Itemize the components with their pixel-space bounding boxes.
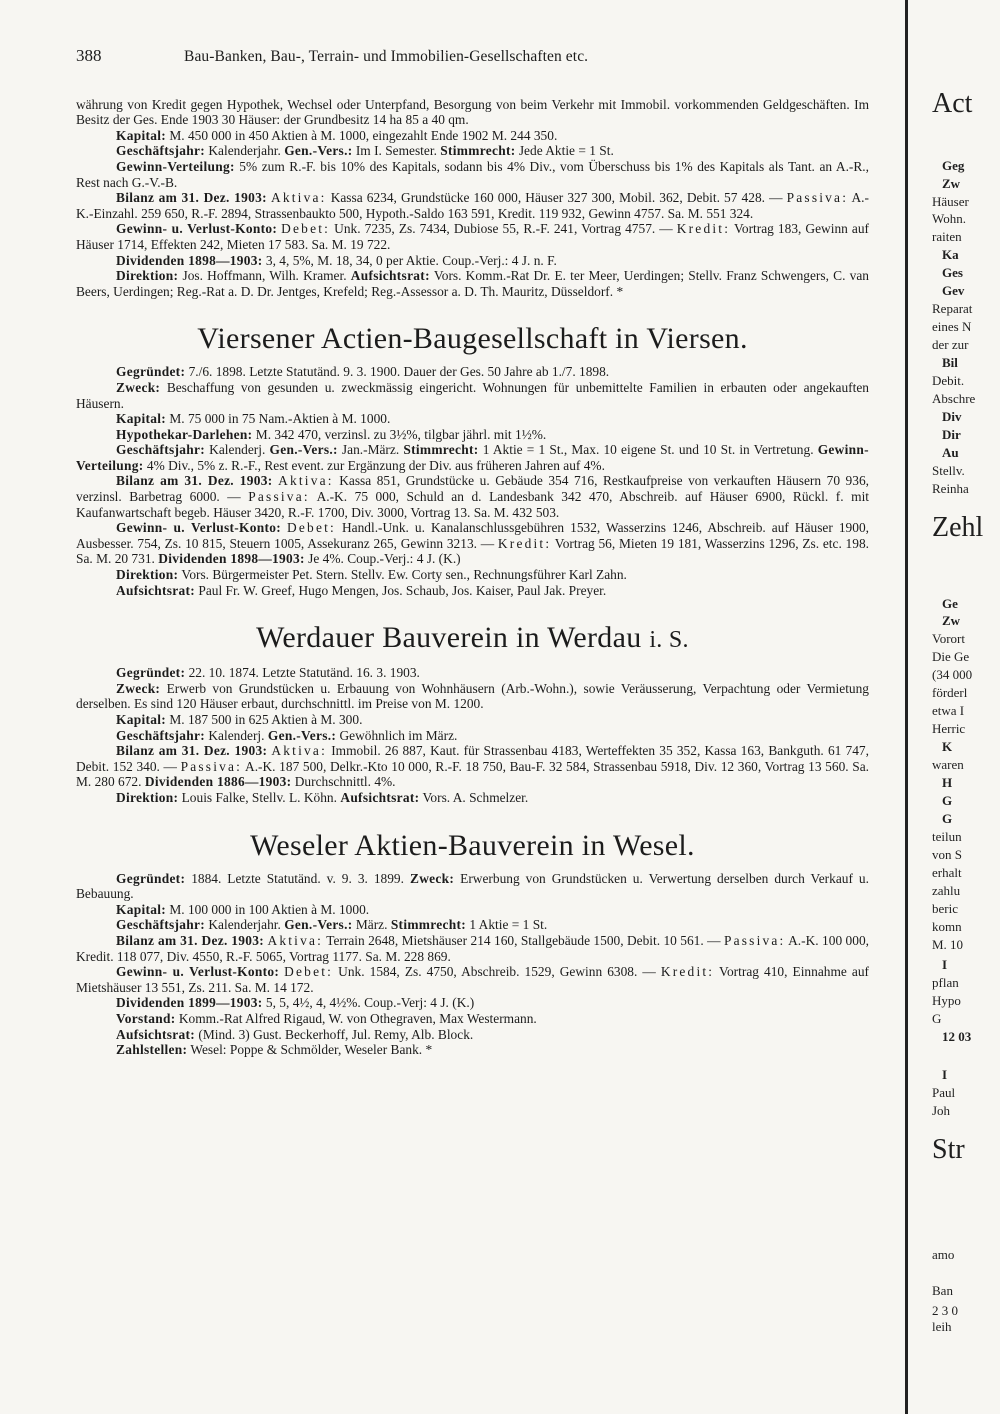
adjacent-fragment-text: zahlu (932, 883, 961, 898)
running-title: Bau-Banken, Bau-, Terrain- und Immobilien-Gesellschaften etc. (184, 48, 589, 65)
intro-dividenden: Dividenden 1898—1903: 3, 4, 5%, M. 18, 34, 0 per Aktie. Coup.-Verj.: 4 J. n. F. (116, 252, 557, 268)
wesel-aufsichtsrat: Aufsichtsrat: (Mind. 3) Gust. Beckerhoff, Jul. Remy, Alb. Block. (116, 1026, 474, 1042)
wesel-kapital: Kapital: M. 100 000 in 100 Aktien à M. 1000. (116, 901, 370, 917)
adjacent-fragment-text: I (942, 957, 948, 972)
adjacent-fragment-text: förderl (932, 685, 968, 700)
adjacent-fragment-text: Ban (932, 1283, 953, 1298)
adjacent-fragment-text: Au (942, 445, 959, 460)
adjacent-page-fragment (932, 0, 1000, 1414)
viersen-gegruendet: Gegründet: 7./6. 1898. Letzte Statutänd. 9. 3. 1900. Dauer der Ges. 50 Jahre ab 1./7. 1898. (116, 364, 610, 380)
viersen-guv: Gewinn- u. Verlust-Konto: Debet: Handl.-Unk. u. Kanalanschlussgebühren 1532, Wasserzins 1246, Abschreib. auf Häuser 1900, Ausbesser. 754, Zs. 10 815, Steuern 1005, Assekuranz 265, Gewinn 3213. — Kredit: Vortrag 56, Mieten 19 181, Wasserzins 1296, Zs. etc. 198. Sa. M. 20 731. Dividenden 1898—1903: Je 4%. Coup.-Verj.: 4 J. (K.) (76, 520, 869, 567)
column-divider (905, 0, 908, 1414)
adjacent-fragment-text: Reinha (932, 481, 969, 496)
werdau-gj: Geschäftsjahr: Kalenderj. Gen.-Vers.: Gewöhnlich im März. (116, 727, 458, 743)
werdau-title: Werdauer Bauverein in Werdau i. S. (256, 621, 689, 655)
wesel-dividenden: Dividenden 1899—1903: 5, 5, 4½, 4, 4½%. Coup.-Verj: 4 J. (K.) (116, 995, 475, 1011)
adjacent-fragment-text: Stellv. (932, 463, 965, 478)
adjacent-fragment-text: Paul (932, 1085, 956, 1100)
adjacent-fragment-text: 2 3 0 (932, 1303, 958, 1318)
adjacent-fragment-text: leih (932, 1319, 952, 1334)
adjacent-fragment-text: pflan (932, 975, 959, 990)
adjacent-fragment-text: Gev (942, 283, 965, 298)
intro-guv: Gewinn- u. Verlust-Konto: Debet: Unk. 7235, Zs. 7434, Dubiose 55, R.-F. 241, Vortrag 4757. — Kredit: Vortrag 183, Gewinn auf Häuser 1714, Effekten 242, Mieten 17 583. Sa. M. 19 722. (76, 221, 869, 252)
adjacent-fragment-text: Act (932, 88, 973, 119)
wesel-section (76, 829, 869, 1058)
adjacent-fragment-text: Zw (942, 176, 961, 191)
viersen-kapital: Kapital: M. 75 000 in 75 Nam.-Aktien à M. 1000. (116, 411, 391, 427)
adjacent-fragment-text: G (932, 1011, 942, 1026)
werdau-section (76, 621, 869, 805)
wesel-gegruendet: Gegründet: 1884. Letzte Statutänd. v. 9. 3. 1899. Zweck: Erwerbung von Grundstücken u. Verwertung derselben durch Verkauf u. Bebauung. (76, 870, 869, 902)
adjacent-fragment-text: beric (932, 901, 958, 916)
adjacent-fragment-text: der zur (932, 337, 969, 352)
adjacent-fragment-text: Wohn. (932, 211, 966, 226)
intro-gewinn-verteilung: Gewinn-Verteilung: 5% zum R.-F. bis 10% des Kapitals, sodann bis 4% Div., vom Überschuss bis 1% des Kapitals als Tant. an A.-R., Rest nach G.-V.-B. (76, 158, 869, 190)
intro-section (76, 97, 869, 300)
adjacent-fragment-text: Zehl (932, 512, 984, 543)
adjacent-fragment-text: Ges (942, 265, 963, 280)
viersen-aufsichtsrat: Aufsichtsrat: Paul Fr. W. Greef, Hugo Mengen, Jos. Schaub, Jos. Kaiser, Paul Jak. Preyer. (116, 582, 607, 598)
adjacent-fragment-text: Dir (942, 427, 961, 442)
viersen-hypothek: Hypothekar-Darlehen: M. 342 470, verzinsl. zu 3½%, tilgbar jährl. mit 1½%. (116, 426, 547, 442)
wesel-zahlstellen: Zahlstellen: Wesel: Poppe & Schmölder, Weseler Bank. * (116, 1042, 433, 1058)
intro-kapital: Kapital: M. 450 000 in 450 Aktien à M. 1000, eingezahlt Ende 1902 M. 244 350. (116, 127, 558, 143)
adjacent-fragment-text: von S (932, 847, 962, 862)
viersen-gj: Geschäftsjahr: Kalenderj. Gen.-Vers.: Jan.-März. Stimmrecht: 1 Aktie = 1 St., Max. 10 eigene St. und 10 St. in Vertretung. Gewinn-Verteilung: 4% Div., 5% z. R.-F., Rest event. zur Ergänzung der Div. aus früheren Jahren auf 4%. (76, 442, 869, 473)
viersen-section (76, 322, 869, 598)
viersen-direktion: Direktion: Vors. Bürgermeister Pet. Stern. Stellv. Ew. Corty sen., Rechnungsführer Karl Zahn. (116, 567, 627, 583)
intro-bilanz: Bilanz am 31. Dez. 1903: Aktiva: Kassa 6234, Grundstücke 160 000, Häuser 327 300, Mobil. 362, Debit. 57 428. — Passiva: A.-K.-Einzahl. 259 650, R.-F. 2894, Strassenbaukto 500, Hypoth.-Saldo 163 591, Kredit. 119 932, Gewinn 4757. Sa. M. 551 324. (76, 190, 869, 221)
werdau-gegruendet: Gegründet: 22. 10. 1874. Letzte Statutänd. 16. 3. 1903. (116, 665, 420, 681)
viersen-bilanz: Bilanz am 31. Dez. 1903: Aktiva: Kassa 851, Grundstücke u. Gebäude 354 716, Restkaufpreise von verkauften Häusern 70 936, verzinsl. Barbetrag 6000. — Passiva: A.-K. 75 000, Schuld an d. Landesbank 342 470, Abschreib. auf Häuser 6900, Rückl. f. mit Kaufanwartschaft begeb. Häuser 3420, R.-F. 1700, Div. 3000, Vortrag 13. Sa. M. 432 503. (76, 473, 870, 520)
adjacent-fragment-text: Bil (942, 355, 958, 370)
adjacent-fragment-text: Ka (942, 247, 959, 262)
adjacent-fragment-text: waren (932, 757, 964, 772)
adjacent-fragment-text: raiten (932, 229, 962, 244)
werdau-zweck: Zweck: Erwerb von Grundstücken u. Erbauung von Wohnhäusern (Arb.-Wohn.), sowie Veräusserung, Verpachtung oder Vermietung derselben. Es sind 120 Häuser erbaut, durchschnittl. im Preise von M. 1200. (76, 680, 870, 712)
werdau-direktion: Direktion: Louis Falke, Stellv. L. Köhn. Aufsichtsrat: Vors. A. Schmelzer. (116, 789, 529, 805)
adjacent-fragment-text: amo (932, 1247, 955, 1262)
adjacent-fragment-text: H (942, 775, 953, 790)
adjacent-fragment-text: Herric (932, 721, 966, 736)
adjacent-fragment-text: etwa I (932, 703, 965, 718)
adjacent-fragment-text: Joh (932, 1103, 951, 1118)
adjacent-fragment-text: Vorort (932, 631, 965, 646)
adjacent-fragment-text: komn (932, 919, 962, 934)
adjacent-fragment-text: G (942, 811, 953, 826)
adjacent-fragment-text: Abschre (932, 391, 976, 406)
adjacent-fragment-text: eines N (932, 319, 972, 334)
wesel-gj: Geschäftsjahr: Kalenderjahr. Gen.-Vers.: März. Stimmrecht: 1 Aktie = 1 St. (116, 917, 548, 933)
adjacent-fragment-text: Debit. (932, 373, 965, 388)
werdau-kapital: Kapital: M. 187 500 in 625 Aktien à M. 300. (116, 712, 363, 727)
wesel-title: Weseler Aktien-Bauverein in Wesel. (250, 828, 695, 862)
wesel-vorstand: Vorstand: Komm.-Rat Alfred Rigaud, W. von Othegraven, Max Westermann. (116, 1010, 537, 1026)
adjacent-fragment-text: Häuser (932, 194, 969, 209)
intro-direktion: Direktion: Jos. Hoffmann, Wilh. Kramer. Aufsichtsrat: Vors. Komm.-Rat Dr. E. ter Meer, Uerdingen; Stellv. Franz Schwengers, C. van Beers, Uerdingen; Reg.-Rat a. D. Dr. Jentges, Krefeld; Reg.-Assessor a. D. Th. Mauritz, Düsseldorf. * (76, 268, 869, 299)
adjacent-fragment-text: I (942, 1067, 948, 1082)
adjacent-fragment-text: Hypo (932, 993, 961, 1008)
main-column (76, 48, 869, 1058)
adjacent-fragment-text: (34 000 (932, 667, 973, 682)
intro-text: währung von Kredit gegen Hypothek, Wechsel oder Unterpfand, Besorgung von beim Verkehr mit Immobil. vorkommenden Geldgeschäften. Im Besitz der Ges. Ende 1903 30 Häuser: der Grundbesitz 14 ha 85 a 40 qm. (76, 96, 869, 128)
adjacent-fragment-text: K (942, 739, 953, 754)
page-number: 388 (76, 46, 102, 65)
viersen-title: Viersener Actien-Baugesellschaft in Viersen. (197, 322, 748, 356)
adjacent-fragment-text: erhalt (932, 865, 962, 880)
werdau-bilanz: Bilanz am 31. Dez. 1903: Aktiva: Immobil. 26 887, Kaut. für Strassenbau 4183, Werteffekten 35 352, Kassa 163, Bankguth. 61 747, Debit. 152 340. — Passiva: A.-K. 187 500, Delkr.-Kto 10 000, R.-F. 18 750, Bau-F. 32 584, Strassenbau 5918, Div. 12 360, Vortrag 13 560. Sa. M. 280 672. Dividenden 1886—1903: Durchschnittl. 4%. (76, 743, 870, 790)
adjacent-fragment-text: M. 10 (932, 937, 964, 952)
adjacent-fragment-text: Geg (942, 158, 965, 173)
adjacent-fragment-text: Reparat (932, 301, 973, 316)
adjacent-fragment-text: Zw (942, 613, 961, 628)
adjacent-fragment-text: Div (942, 409, 962, 424)
page-header (76, 48, 869, 65)
wesel-guv: Gewinn- u. Verlust-Konto: Debet: Unk. 1584, Zs. 4750, Abschreib. 1529, Gewinn 6308. — Kredit: Vortrag 410, Einnahme auf Mietshäuser 13 551, Zs. 211. Sa. M. 14 172. (76, 964, 869, 995)
adjacent-fragment-text: Ge (942, 596, 958, 611)
intro-gj: Geschäftsjahr: Kalenderjahr. Gen.-Vers.: Im I. Semester. Stimmrecht: Jede Aktie = 1 St. (116, 143, 614, 159)
adjacent-fragment-text: 12 03 (942, 1029, 972, 1044)
adjacent-fragment-text: Str (932, 1134, 965, 1165)
wesel-bilanz: Bilanz am 31. Dez. 1903: Aktiva: Terrain 2648, Mietshäuser 214 160, Stallgebäude 1500, Debit. 10 561. — Passiva: A.-K. 100 000, Kredit. 118 077, Div. 4550, R.-F. 5065, Vortrag 1177. Sa. M. 228 869. (76, 932, 869, 964)
adjacent-fragment-text: teilun (932, 829, 962, 844)
viersen-zweck: Zweck: Beschaffung von gesunden u. zweckmässig eingericht. Wohnungen für unbemittelte Familien in erbauten oder angekauften Häusern. (76, 379, 869, 411)
adjacent-fragment-text: G (942, 793, 953, 808)
adjacent-fragment-text: Die Ge (932, 649, 970, 664)
